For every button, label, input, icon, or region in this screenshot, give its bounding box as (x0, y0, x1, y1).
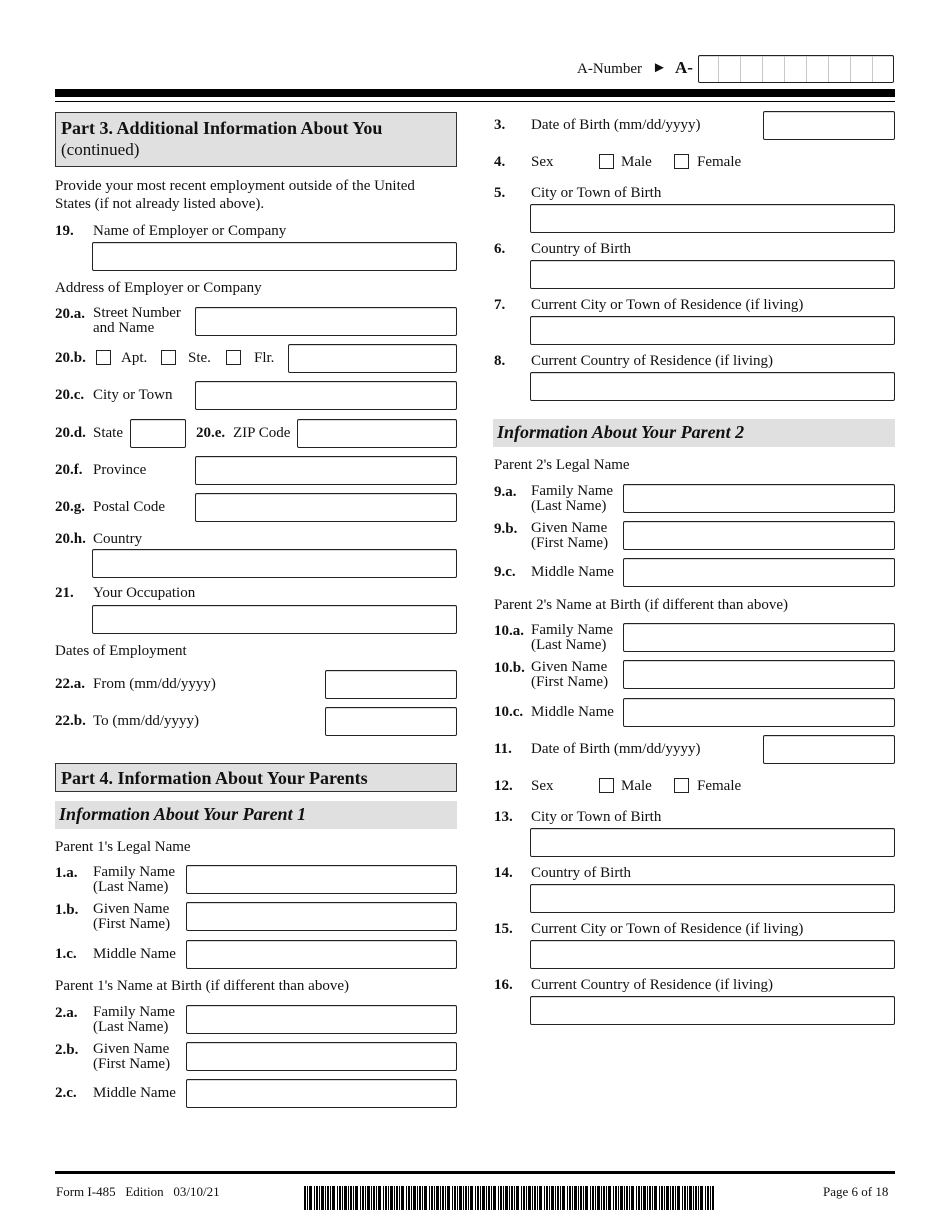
header-rule-thin (55, 101, 895, 102)
p1-male-checkbox[interactable] (599, 154, 614, 169)
q15-label: Current City or Town of Residence (if living) (531, 921, 804, 937)
postal-code-field[interactable] (195, 493, 457, 522)
p1-birth-middle-name-field[interactable] (186, 1079, 457, 1108)
q20g-label: Postal Code (93, 499, 166, 515)
p1-legal-name-heading: Parent 1's Legal Name (55, 839, 191, 855)
q14-number: 14. (494, 865, 513, 881)
q1b-number: 1.b. (55, 902, 79, 918)
p2-birth-given-name-field[interactable] (623, 660, 895, 689)
p2-legal-name-heading: Parent 2's Legal Name (494, 457, 630, 473)
q22a-label: From (mm/dd/yyyy) (93, 676, 216, 692)
q1b-label: Given Name (First Name) (93, 901, 171, 932)
q4-number: 4. (494, 154, 506, 170)
p1-given-name-field[interactable] (186, 902, 457, 931)
q11-number: 11. (494, 741, 512, 757)
p1-country-of-birth-field[interactable] (530, 260, 895, 289)
p2-middle-name-field[interactable] (623, 558, 895, 587)
q10a-number: 10.a. (494, 623, 524, 639)
q6-number: 6. (494, 241, 506, 257)
q11-label: Date of Birth (mm/dd/yyyy) (531, 741, 701, 757)
q16-label: Current Country of Residence (if living) (531, 977, 774, 993)
q1c-number: 1.c. (55, 946, 77, 962)
state-select[interactable] (130, 419, 186, 448)
q19-label: Name of Employer or Company (93, 223, 287, 239)
p2-current-city-field[interactable] (530, 940, 895, 969)
q10c-number: 10.c. (494, 704, 524, 720)
apt-checkbox[interactable] (96, 350, 111, 365)
p2-male-label: Male (621, 778, 652, 794)
p1-family-name-field[interactable] (186, 865, 457, 894)
q10a-label: Family Name (Last Name) (531, 622, 614, 653)
p2-dob-field[interactable] (763, 735, 895, 764)
employment-from-field[interactable] (325, 670, 457, 699)
p2-city-of-birth-field[interactable] (530, 828, 895, 857)
q22b-label: To (mm/dd/yyyy) (93, 713, 200, 729)
occupation-field[interactable] (92, 605, 457, 634)
dates-heading: Dates of Employment (55, 643, 187, 659)
p2-female-label: Female (697, 778, 742, 794)
p2-birth-middle-name-field[interactable] (623, 698, 895, 727)
q4-sex-label: Sex (531, 154, 554, 170)
q20a-label: Street Number and Name (93, 305, 181, 336)
q21-number: 21. (55, 585, 74, 601)
q1a-label: Family Name (Last Name) (93, 864, 176, 895)
barcode-icon (304, 1186, 714, 1210)
q13-label: City or Town of Birth (531, 809, 662, 825)
employment-to-field[interactable] (325, 707, 457, 736)
q10b-number: 10.b. (494, 660, 525, 676)
q9b-label: Given Name (First Name) (531, 520, 609, 551)
q9a-number: 9.a. (494, 484, 517, 500)
q5-number: 5. (494, 185, 506, 201)
q20c-label: City or Town (93, 387, 173, 403)
p1-female-checkbox[interactable] (674, 154, 689, 169)
q8-label: Current Country of Residence (if living) (531, 353, 774, 369)
q2a-number: 2.a. (55, 1005, 78, 1021)
q12-number: 12. (494, 778, 513, 794)
zip-field[interactable] (297, 419, 457, 448)
q20e-label: ZIP Code (233, 425, 291, 441)
p1-birth-name-heading: Parent 1's Name at Birth (if different than above) (55, 978, 349, 994)
q10b-label: Given Name (First Name) (531, 659, 609, 690)
q20e-number: 20.e. (196, 425, 226, 441)
q8-number: 8. (494, 353, 506, 369)
q20f-number: 20.f. (55, 462, 83, 478)
p1-birth-given-name-field[interactable] (186, 1042, 457, 1071)
arrow-right-icon: ► (652, 60, 667, 76)
p2-given-name-field[interactable] (623, 521, 895, 550)
q19-number: 19. (55, 223, 74, 239)
flr-label: Flr. (254, 350, 275, 366)
q2a-label: Family Name (Last Name) (93, 1004, 176, 1035)
province-field[interactable] (195, 456, 457, 485)
q20a-number: 20.a. (55, 306, 85, 322)
q22a-number: 22.a. (55, 676, 85, 692)
p2-birth-name-heading: Parent 2's Name at Birth (if different than above) (494, 597, 788, 613)
p1-birth-family-name-field[interactable] (186, 1005, 457, 1034)
q2b-number: 2.b. (55, 1042, 79, 1058)
header-rule-thick (55, 89, 895, 97)
q20f-label: Province (93, 462, 147, 478)
q2c-label: Middle Name (93, 1085, 176, 1101)
p1-current-country-field[interactable] (530, 372, 895, 401)
p2-country-of-birth-field[interactable] (530, 884, 895, 913)
q14-label: Country of Birth (531, 865, 631, 881)
q20d-label: State (93, 425, 123, 441)
footer-rule (55, 1171, 895, 1174)
q12-sex-label: Sex (531, 778, 554, 794)
ste-checkbox[interactable] (161, 350, 176, 365)
p1-current-city-field[interactable] (530, 316, 895, 345)
q6-label: Country of Birth (531, 241, 631, 257)
parent2-heading: Information About Your Parent 2 (493, 419, 895, 447)
form-edition: Form I-485 Edition 03/10/21 (56, 1184, 220, 1199)
street-field[interactable] (195, 307, 457, 336)
p2-family-name-field[interactable] (623, 484, 895, 513)
part4-title: Part 4. Information About Your Parents (55, 763, 457, 792)
q7-number: 7. (494, 297, 506, 313)
q5-label: City or Town of Birth (531, 185, 662, 201)
q20c-number: 20.c. (55, 387, 85, 403)
p1-male-label: Male (621, 154, 652, 170)
q13-number: 13. (494, 809, 513, 825)
q7-label: Current City or Town of Residence (if living) (531, 297, 804, 313)
page-number: Page 6 of 18 (823, 1184, 889, 1199)
q1a-number: 1.a. (55, 865, 78, 881)
p2-birth-family-name-field[interactable] (623, 623, 895, 652)
q20h-number: 20.h. (55, 531, 86, 547)
q20d-number: 20.d. (55, 425, 86, 441)
q15-number: 15. (494, 921, 513, 937)
city-field[interactable] (195, 381, 457, 410)
q22b-number: 22.b. (55, 713, 86, 729)
employer-name-field[interactable] (92, 242, 457, 271)
apt-label: Apt. (121, 350, 148, 366)
ste-label: Ste. (188, 350, 211, 366)
p2-female-checkbox[interactable] (674, 778, 689, 793)
p2-male-checkbox[interactable] (599, 778, 614, 793)
q20h-label: Country (93, 531, 143, 547)
p1-middle-name-field[interactable] (186, 940, 457, 969)
flr-checkbox[interactable] (226, 350, 241, 365)
a-number-prefix: A- (675, 58, 693, 77)
q3-label: Date of Birth (mm/dd/yyyy) (531, 117, 701, 133)
q9c-number: 9.c. (494, 564, 516, 580)
a-number-label: A-Number (577, 61, 642, 77)
q20g-number: 20.g. (55, 499, 85, 515)
parent1-heading: Information About Your Parent 1 (55, 801, 457, 829)
a-number-field[interactable] (698, 55, 894, 83)
q9a-label: Family Name (Last Name) (531, 483, 614, 514)
p2-current-country-field[interactable] (530, 996, 895, 1025)
unit-number-field[interactable] (288, 344, 457, 373)
q20b-number: 20.b. (55, 350, 86, 366)
q3-number: 3. (494, 117, 506, 133)
address-heading: Address of Employer or Company (55, 280, 262, 296)
p1-city-of-birth-field[interactable] (530, 204, 895, 233)
q2c-number: 2.c. (55, 1085, 77, 1101)
q1c-label: Middle Name (93, 946, 176, 962)
employment-intro: Provide your most recent employment outside of the United States (if not already listed above). (55, 178, 415, 212)
p1-female-label: Female (697, 154, 742, 170)
p1-dob-field[interactable] (763, 111, 895, 140)
q16-number: 16. (494, 977, 513, 993)
q2b-label: Given Name (First Name) (93, 1041, 171, 1072)
q9b-number: 9.b. (494, 521, 518, 537)
q21-label: Your Occupation (93, 585, 196, 601)
country-field[interactable] (92, 549, 457, 578)
q10c-label: Middle Name (531, 704, 614, 720)
q9c-label: Middle Name (531, 564, 614, 580)
part3-title: Part 3. Additional Information About You (continued) (55, 112, 457, 167)
